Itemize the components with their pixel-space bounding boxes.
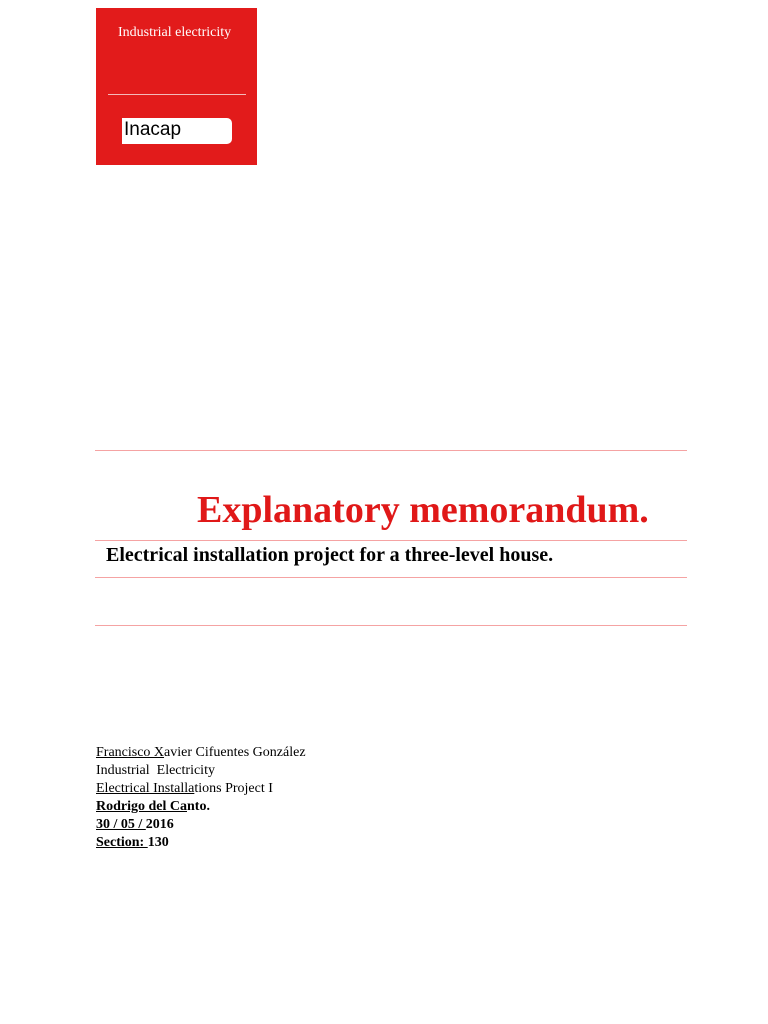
author-name-underlined: Francisco X xyxy=(96,745,165,760)
box-divider xyxy=(108,94,246,95)
cover-logo-box xyxy=(96,8,257,165)
author-name xyxy=(96,744,306,762)
teacher-underlined: Rodrigo del Ca xyxy=(96,799,187,814)
date-rest: 2016 xyxy=(145,817,174,832)
document-subtitle: Electrical installation project for a three-level house. xyxy=(106,544,554,566)
institution-tag: Inacap xyxy=(122,118,232,144)
author-name-rest: avier Cifuentes González xyxy=(164,745,306,760)
career-line: Industrial Electricity xyxy=(96,763,215,778)
divider-bottom xyxy=(95,625,687,626)
teacher-line xyxy=(96,798,306,816)
box-label: Industrial electricity xyxy=(118,25,232,40)
course-underlined: Electrical Installa xyxy=(96,781,195,796)
section-line xyxy=(96,834,306,852)
divider-top xyxy=(95,450,687,451)
course-line xyxy=(96,780,306,798)
date-underlined: 30 / 05 / xyxy=(96,817,146,832)
course-rest: tions Project I xyxy=(194,781,273,796)
divider-subtitle xyxy=(95,577,687,578)
author-info-block xyxy=(96,744,306,852)
section-rest: 130 xyxy=(147,835,169,850)
date-line xyxy=(96,816,306,834)
section-underlined: Section: xyxy=(96,835,148,850)
teacher-rest: nto. xyxy=(187,799,210,814)
document-title: Explanatory memorandum. xyxy=(197,489,649,531)
divider-title xyxy=(95,540,687,541)
